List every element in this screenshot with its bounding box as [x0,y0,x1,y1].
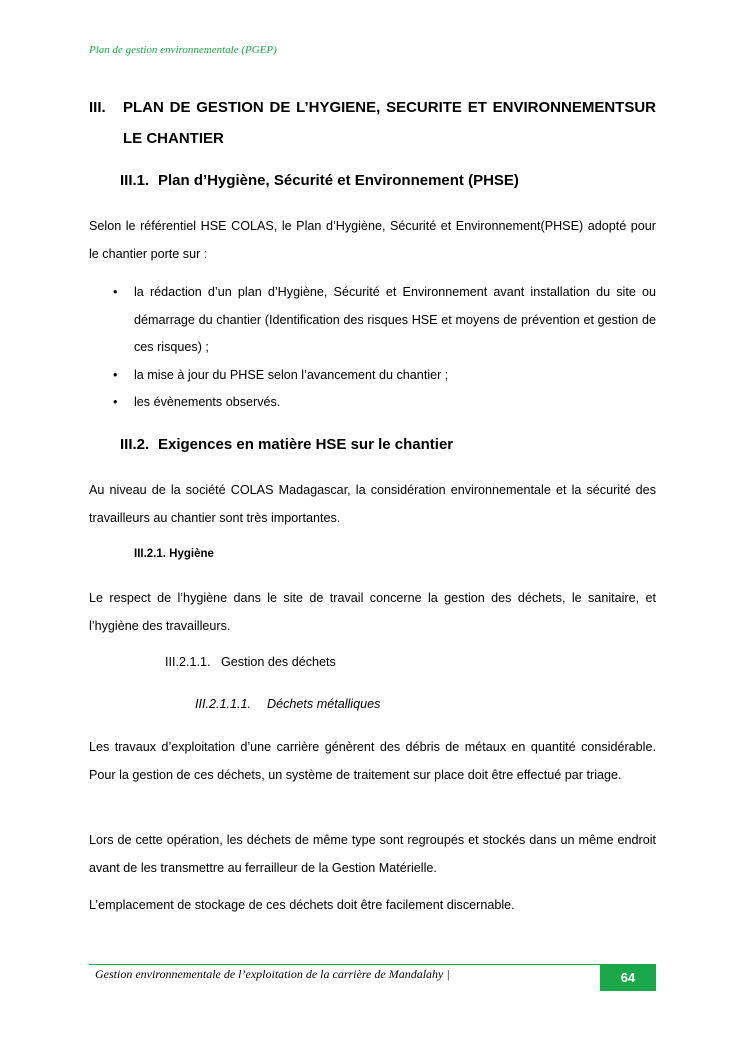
list-item: • la rédaction d’un plan d’Hygiène, Sécurité et Environnement avant installation du site ou démarrage du chantier (Identification des risques HSE et moyens de prévention et gestion de ces risques) ; [89,279,656,362]
bullet-list [89,279,656,417]
bullet-icon: • [113,367,118,382]
bullet-icon: • [113,395,118,409]
list-item: • la mise à jour du PHSE selon l’avancement du chantier ; [89,362,656,390]
paragraph-hygiene: Le respect de l’hygiène dans le site de travail concerne la gestion des déchets, le sanitaire, et l’hygiène des travailleurs. [89,591,656,633]
page-number: 64 [600,964,656,991]
section-heading [89,92,656,154]
paragraph-emplacement: L’emplacement de stockage de ces déchets doit être facilement discernable. [89,898,515,912]
list-item: • les évènements observés. [89,389,656,417]
subsection-number: III.2. [120,436,150,453]
section-number: III. [89,99,106,116]
heading-gestion-dechets: III.2.1.1. Gestion des déchets [165,655,336,669]
subsection-heading-1 [120,172,519,189]
subsection-heading-2 [120,436,453,453]
paragraph-travaux: Les travaux d’exploitation d’une carrière génèrent des débris de métaux en quantité considérable. Pour la gestion de ces déchets, un système de traitement sur place doit être effectué par triage. [89,740,656,782]
subsection-number: III.1. [120,172,150,189]
running-header: Plan de gestion environnementale (PGEP) [89,44,277,56]
section-title: PLAN DE GESTION DE L’HYGIENE, SECURITE ET ENVIRONNEMENTSUR LE CHANTIER [123,99,656,147]
heading-dechets-metalliques: III.2.1.1.1. Déchets métalliques [195,697,381,711]
paragraph-intro-phse: Selon le référentiel HSE COLAS, le Plan d’Hygiène, Sécurité et Environnement(PHSE) adopté pour le chantier porte sur : [89,219,656,261]
bullet-icon: • [113,285,118,299]
subsection-title: Exigences en matière HSE sur le chantier [158,436,454,453]
paragraph-operation: Lors de cette opération, les déchets de même type sont regroupés et stockés dans un même endroit avant de les transmettre au ferrailleur de la Gestion Matérielle. [89,833,656,875]
footer-divider [89,964,600,965]
footer-text: Gestion environnementale de l’exploitation de la carrière de Mandalahy | [95,967,450,981]
subsection-title: Plan d’Hygiène, Sécurité et Environnement (PHSE) [158,172,519,189]
heading-hygiene: III.2.1. Hygiène [134,548,214,560]
paragraph-colas: Au niveau de la société COLAS Madagascar, la considération environnementale et la sécurité des travailleurs au chantier sont très importantes. [89,483,656,525]
